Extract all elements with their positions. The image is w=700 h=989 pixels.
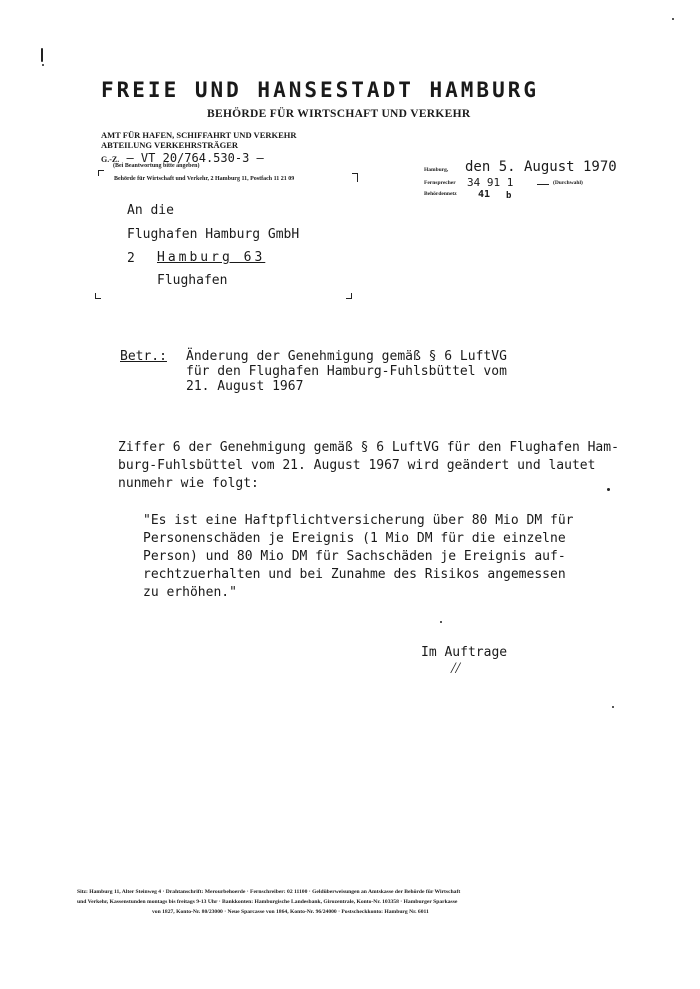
quote-line: rechtzuerhalten und bei Zunahme des Risikos angemessen [143,567,566,582]
scan-mark [612,706,614,708]
letter-date: den 5. August 1970 [465,159,617,175]
footer-line: von 1827, Konto-Nr. 80/23000 · Neue Sparcasse von 1864, Konto-Nr. 96/24000 · Postscheckkonto: Hamburg Nr. 6011 [152,909,429,915]
signature-mark: // [451,660,460,677]
address-postcode: 2 [127,251,135,266]
address-window-corner [352,173,358,182]
place-label: Hamburg, [424,167,449,173]
quote-line: "Es ist eine Haftpflichtversicherung über 80 Mio DM für [143,513,574,528]
scan-mark [42,64,44,66]
department-line: AMT FÜR HAFEN, SCHIFFAHRT UND VERKEHR [101,130,297,140]
dept-network-number: 41 [478,189,491,200]
footer-line: Sitz: Hamburg 11, Alter Steinweg 4 · Drahtanschrift: Merourbehoerde · Fernschreiber: 02 11100 · Geldüberweisungen an Amtskasse der Behörde für Wirtschaft [77,889,461,895]
scan-mark [440,621,442,623]
authority-subtitle: BEHÖRDE FÜR WIRTSCHAFT UND VERKEHR [207,108,471,120]
division-line: ABTEILUNG VERKEHRSTRÄGER [101,140,239,150]
sender-line: Behörde für Wirtschaft und Verkehr, 2 Hamburg 11, Postfach 11 21 09 [114,176,295,182]
subject-line: 21. August 1967 [186,379,304,394]
reference-value: – VT 20/764.530-3 – [126,151,264,165]
reference-prefix: G.-Z. [101,155,120,164]
address-window-corner [346,293,352,299]
quote-line: zu erhöhen." [143,585,237,600]
phone-number: 34 91 1 [467,176,514,189]
authority-title: FREIE UND HANSESTADT HAMBURG [101,78,540,102]
body-line: burg-Fuhlsbüttel vom 21. August 1967 wird geändert und lautet [118,458,596,473]
extension-label: (Durchwahl) [553,180,583,186]
subject-line: Änderung der Genehmigung gemäß § 6 LuftVG [186,349,507,364]
subject-label: Betr.: [120,349,167,364]
address-line: An die [127,203,174,218]
footer-line: und Verkehr, Kassenstunden montags bis freitags 9-13 Uhr · Bankkonten: Hamburgische Landesbank, Girozentrale, Konto-Nr. 103358 · Hamburger Sparkasse [77,899,458,905]
reference-note: (Bei Beantwortung bitte angeben) [113,163,200,169]
scan-mark [607,488,610,491]
extension-blank [537,184,549,185]
quote-line: Personenschäden je Ereignis (1 Mio DM für die einzelne [143,531,566,546]
address-window-corner [95,293,101,299]
address-line: Flughafen [157,273,228,288]
scan-mark [672,18,674,20]
quote-line: Person) und 80 Mio DM für Sachschäden je Ereignis auf- [143,549,566,564]
address-city: Hamburg 63 [157,250,266,265]
address-window-corner [98,170,104,176]
dept-network-label: Behördennetz [424,191,457,197]
body-line: nunmehr wie folgt: [118,476,259,491]
scan-mark [41,48,43,62]
closing-phrase: Im Auftrage [421,645,508,660]
phone-label: Fernsprecher [424,180,456,186]
body-line: Ziffer 6 der Genehmigung gemäß § 6 LuftVG für den Flughafen Ham- [118,440,619,455]
address-recipient: Flughafen Hamburg GmbH [127,227,300,242]
subject-line: für den Flughafen Hamburg-Fuhlsbüttel vom [186,364,507,379]
dept-network-suffix: b [506,191,512,201]
